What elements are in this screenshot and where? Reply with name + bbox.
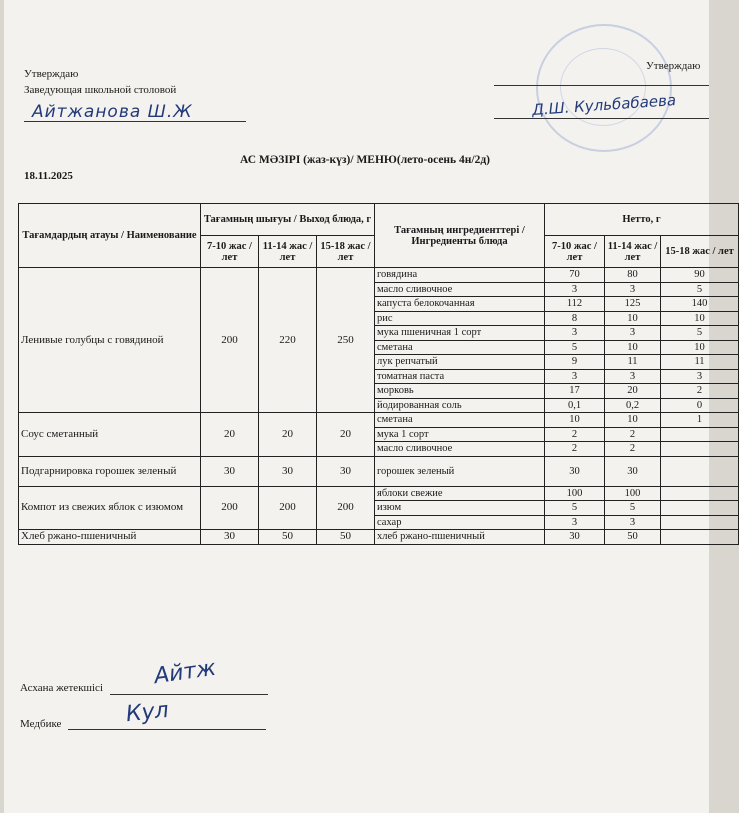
dish-output-7-10: 30 — [201, 530, 259, 545]
ingredient-netto-11-14: 100 — [605, 486, 661, 501]
ingredient-netto-15-18: 90 — [661, 268, 739, 283]
header-ingredients: Тағамның ингредиенттері / Ингредиенты блюда — [375, 204, 545, 268]
cook-signature-line — [110, 694, 268, 695]
ingredient-netto-11-14: 11 — [605, 355, 661, 370]
dish-output-15-18: 200 — [317, 486, 375, 530]
ingredient-name: яблоки свежие — [375, 486, 545, 501]
ingredient-netto-11-14: 5 — [605, 501, 661, 516]
dish-output-15-18: 250 — [317, 268, 375, 413]
dish-output-11-14: 50 — [259, 530, 317, 545]
ingredient-netto-7-10: 2 — [545, 442, 605, 457]
ingredient-netto-15-18: 11 — [661, 355, 739, 370]
approve-left-label: Утверждаю — [24, 68, 79, 80]
ingredient-name: мука 1 сорт — [375, 427, 545, 442]
ingredient-netto-7-10: 3 — [545, 369, 605, 384]
ingredient-name: говядина — [375, 268, 545, 283]
ingredient-netto-7-10: 2 — [545, 427, 605, 442]
header-netto-15-18: 15-18 жас / лет — [661, 236, 739, 268]
ingredient-netto-7-10: 112 — [545, 297, 605, 312]
ingredient-netto-7-10: 3 — [545, 515, 605, 530]
dish-output-11-14: 220 — [259, 268, 317, 413]
ingredient-netto-11-14: 3 — [605, 326, 661, 341]
table-row — [19, 530, 739, 545]
nurse-signature: Кул — [124, 697, 170, 728]
dish-output-11-14: 200 — [259, 486, 317, 530]
approve-right-line-1 — [494, 85, 709, 86]
ingredient-name: масло сливочное — [375, 282, 545, 297]
dish-name: Компот из свежих яблок с изюмом — [19, 486, 201, 530]
ingredient-netto-7-10: 70 — [545, 268, 605, 283]
ingredient-name: капуста белокочанная — [375, 297, 545, 312]
ingredient-netto-15-18: 1 — [661, 413, 739, 428]
ingredient-netto-15-18 — [661, 501, 739, 516]
ingredient-netto-11-14: 80 — [605, 268, 661, 283]
ingredient-name: йодированная соль — [375, 398, 545, 413]
header-netto-7-10: 7-10 жас / лет — [545, 236, 605, 268]
ingredient-netto-11-14: 50 — [605, 530, 661, 545]
ingredient-netto-7-10: 10 — [545, 413, 605, 428]
ingredient-netto-7-10: 3 — [545, 282, 605, 297]
dish-output-7-10: 200 — [201, 268, 259, 413]
ingredient-name: изюм — [375, 501, 545, 516]
ingredient-netto-7-10: 9 — [545, 355, 605, 370]
table-row — [19, 413, 739, 428]
ingredient-name: морковь — [375, 384, 545, 399]
table-row — [19, 268, 739, 283]
header-netto-11-14: 11-14 жас / лет — [605, 236, 661, 268]
dish-output-15-18: 30 — [317, 456, 375, 486]
ingredient-netto-11-14: 20 — [605, 384, 661, 399]
ingredient-netto-15-18: 5 — [661, 326, 739, 341]
dish-output-7-10: 20 — [201, 413, 259, 457]
ingredient-netto-15-18: 10 — [661, 311, 739, 326]
dish-name: Соус сметанный — [19, 413, 201, 457]
header-output: Тағамның шығуы / Выход блюда, г — [201, 204, 375, 236]
official-stamp — [536, 24, 672, 152]
page-title: АС МӘЗІРІ (жаз-күз)/ МЕНЮ(лето-осень 4н/2д) — [240, 154, 490, 166]
ingredient-netto-11-14: 3 — [605, 369, 661, 384]
ingredient-name: хлеб ржано-пшеничный — [375, 530, 545, 545]
ingredient-netto-11-14: 0,2 — [605, 398, 661, 413]
ingredient-netto-7-10: 30 — [545, 530, 605, 545]
approve-right-label: Утверждаю — [646, 60, 701, 72]
approve-left-signature: Айтжанова Ш.Ж — [32, 102, 193, 122]
ingredient-netto-15-18 — [661, 427, 739, 442]
approve-right-signature: Д.Ш. Кульбабаева — [531, 90, 677, 120]
ingredient-netto-7-10: 5 — [545, 340, 605, 355]
ingredient-netto-7-10: 30 — [545, 456, 605, 486]
header-output-11-14: 11-14 жас / лет — [259, 236, 317, 268]
dish-output-11-14: 20 — [259, 413, 317, 457]
ingredient-netto-15-18: 140 — [661, 297, 739, 312]
ingredient-name: сметана — [375, 340, 545, 355]
table-row — [19, 456, 739, 486]
ingredient-netto-7-10: 5 — [545, 501, 605, 516]
dish-output-7-10: 30 — [201, 456, 259, 486]
ingredient-netto-7-10: 3 — [545, 326, 605, 341]
header-output-7-10: 7-10 жас / лет — [201, 236, 259, 268]
menu-date: 18.11.2025 — [24, 170, 73, 182]
ingredient-netto-15-18: 0 — [661, 398, 739, 413]
header-netto: Нетто, г — [545, 204, 739, 236]
ingredient-netto-15-18: 2 — [661, 384, 739, 399]
approve-right-line-2 — [494, 118, 709, 119]
ingredient-netto-11-14: 125 — [605, 297, 661, 312]
ingredient-name: рис — [375, 311, 545, 326]
ingredient-netto-7-10: 100 — [545, 486, 605, 501]
cook-signature: Айтж — [152, 655, 218, 690]
ingredient-name: мука пшеничная 1 сорт — [375, 326, 545, 341]
cook-label: Асхана жетекшісі — [20, 682, 103, 694]
ingredient-netto-11-14: 2 — [605, 427, 661, 442]
ingredient-name: масло сливочное — [375, 442, 545, 457]
dish-name: Подгарнировка горошек зеленый — [19, 456, 201, 486]
ingredient-netto-7-10: 8 — [545, 311, 605, 326]
menu-table — [18, 203, 739, 545]
ingredient-netto-15-18: 5 — [661, 282, 739, 297]
ingredient-name: горошек зеленый — [375, 456, 545, 486]
nurse-label: Медбике — [20, 718, 62, 730]
ingredient-netto-15-18 — [661, 530, 739, 545]
nurse-signature-line — [68, 729, 266, 730]
dish-output-15-18: 50 — [317, 530, 375, 545]
menu-document — [4, 0, 734, 813]
dish-output-11-14: 30 — [259, 456, 317, 486]
ingredient-netto-11-14: 10 — [605, 413, 661, 428]
ingredient-netto-11-14: 10 — [605, 311, 661, 326]
ingredient-netto-15-18 — [661, 486, 739, 501]
ingredient-netto-15-18 — [661, 515, 739, 530]
dish-output-15-18: 20 — [317, 413, 375, 457]
ingredient-name: сахар — [375, 515, 545, 530]
ingredient-netto-7-10: 0,1 — [545, 398, 605, 413]
ingredient-netto-11-14: 2 — [605, 442, 661, 457]
ingredient-netto-15-18: 10 — [661, 340, 739, 355]
ingredient-netto-15-18 — [661, 442, 739, 457]
ingredient-name: томатная паста — [375, 369, 545, 384]
header-output-15-18: 15-18 жас / лет — [317, 236, 375, 268]
dish-name: Хлеб ржано-пшеничный — [19, 530, 201, 545]
table-row — [19, 486, 739, 501]
ingredient-netto-11-14: 30 — [605, 456, 661, 486]
ingredient-netto-15-18 — [661, 456, 739, 486]
ingredient-netto-15-18: 3 — [661, 369, 739, 384]
ingredient-netto-11-14: 3 — [605, 515, 661, 530]
ingredient-netto-11-14: 3 — [605, 282, 661, 297]
ingredient-netto-11-14: 10 — [605, 340, 661, 355]
dish-output-7-10: 200 — [201, 486, 259, 530]
ingredient-name: сметана — [375, 413, 545, 428]
dish-name: Ленивые голубцы с говядиной — [19, 268, 201, 413]
ingredient-name: лук репчатый — [375, 355, 545, 370]
approve-left-position: Заведующая школьной столовой — [24, 84, 177, 96]
ingredient-netto-7-10: 17 — [545, 384, 605, 399]
header-dish-name: Тағамдардың атауы / Наименование — [19, 204, 201, 268]
